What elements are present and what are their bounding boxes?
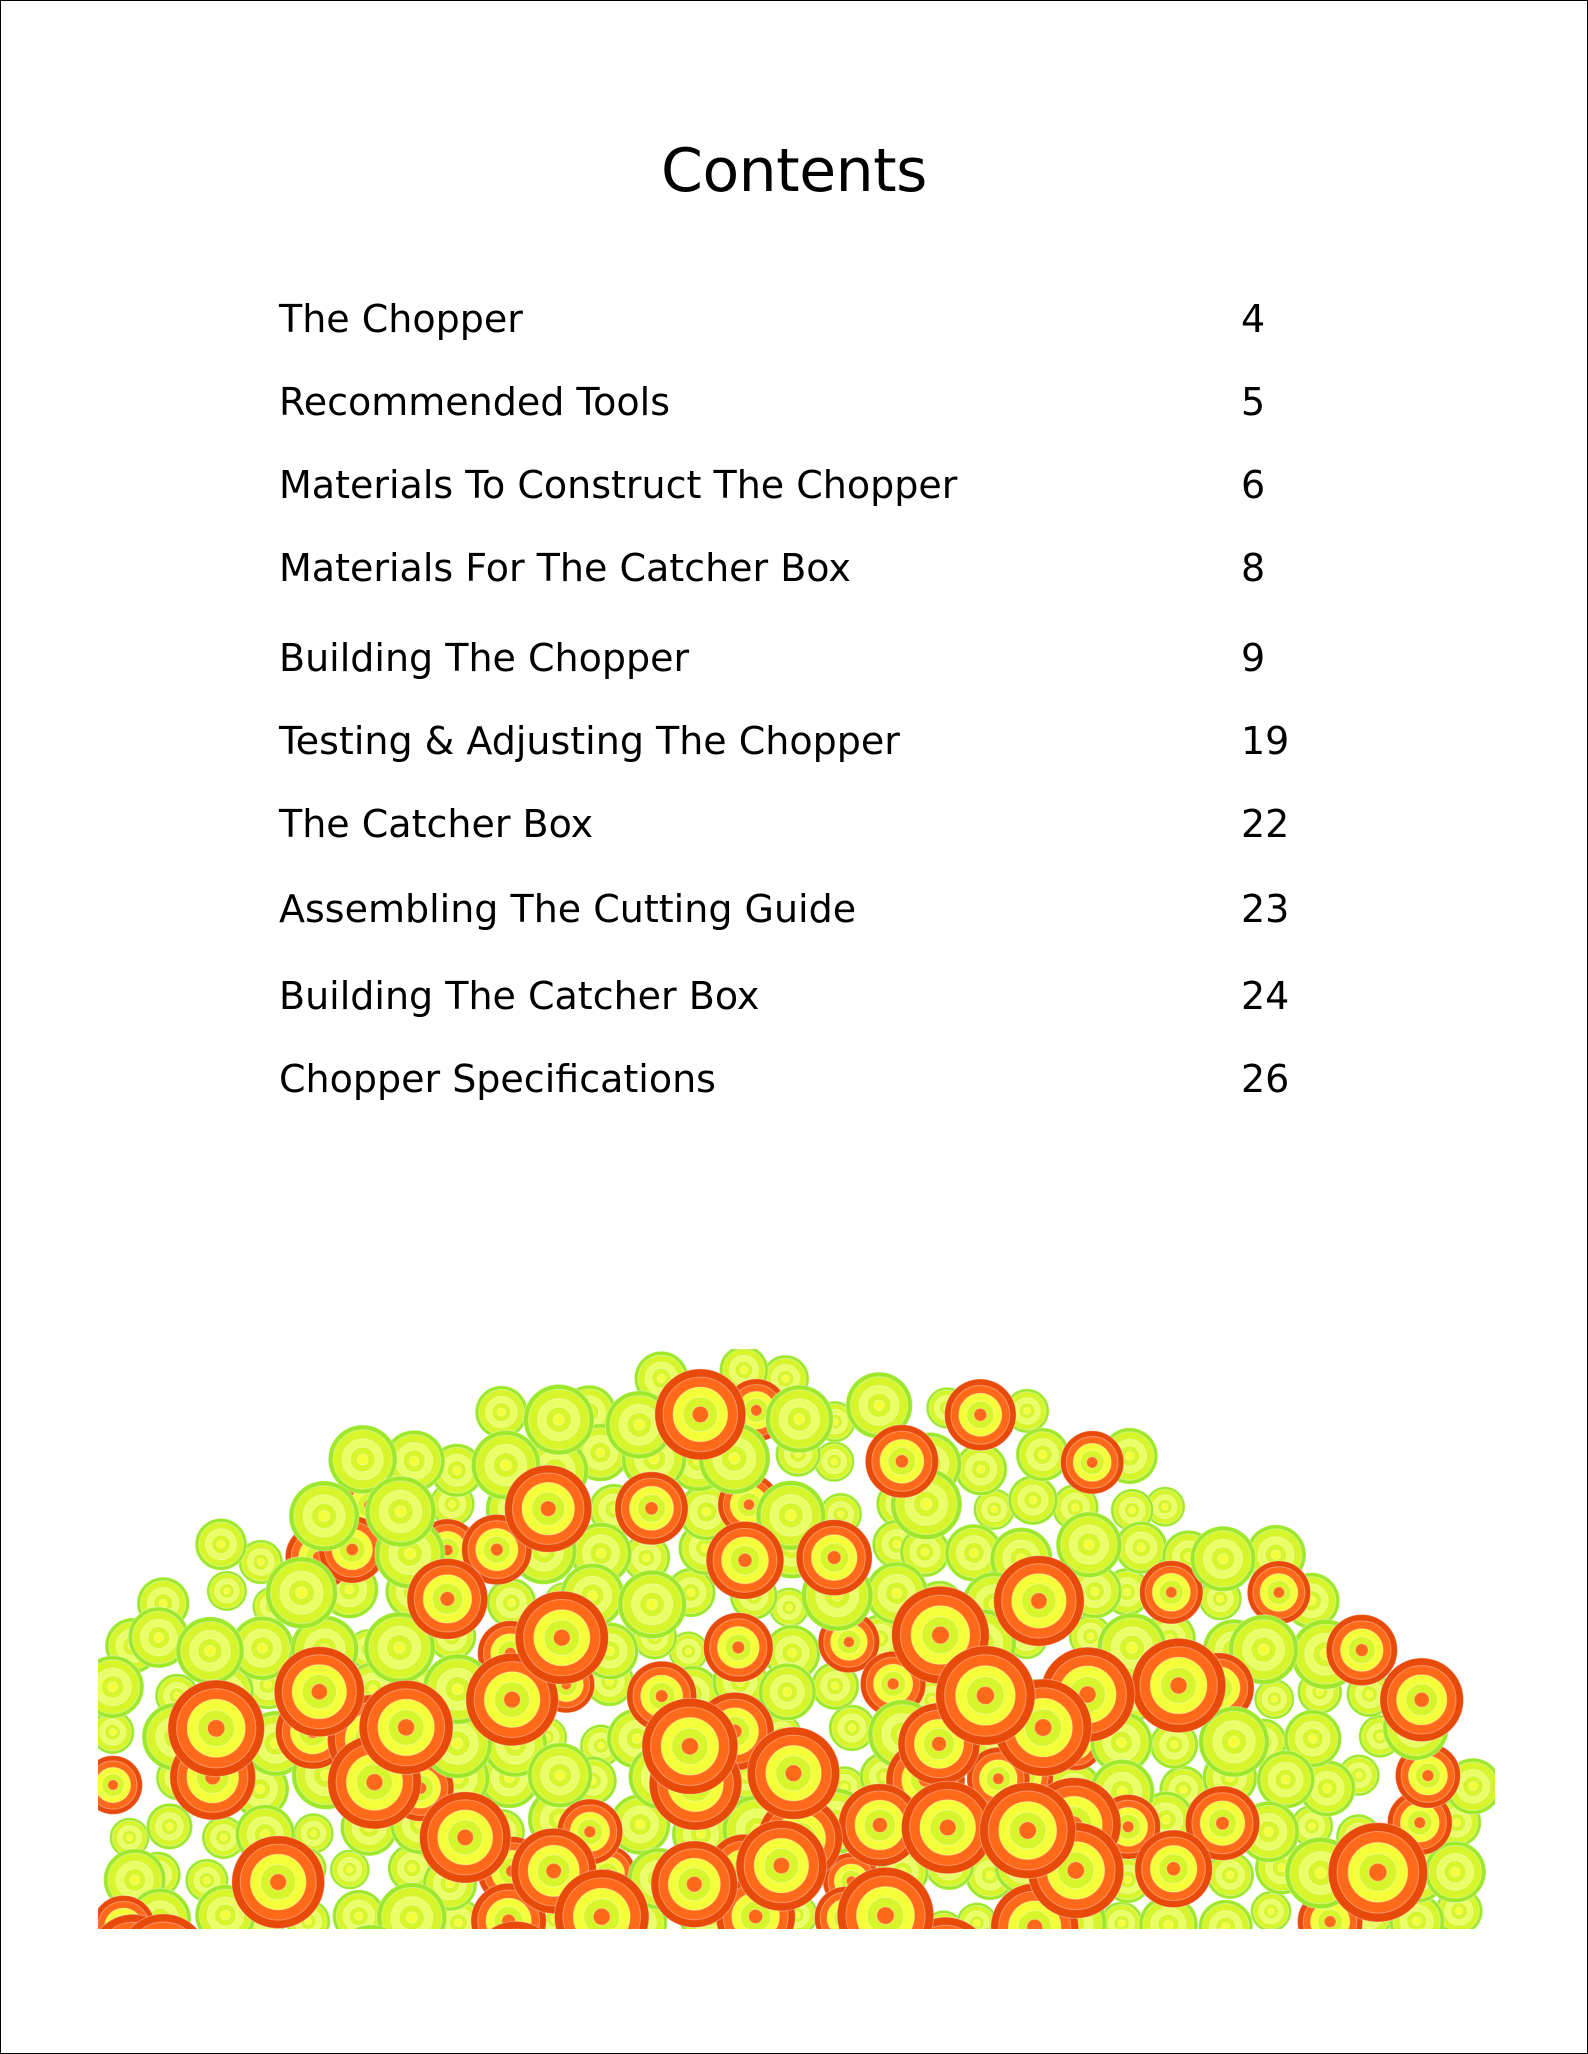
toc-entry-page: 8 xyxy=(1241,546,1266,590)
orange-ring xyxy=(1328,1823,1427,1922)
toc-entry-title: Chopper Specifications xyxy=(279,1057,716,1101)
toc-entry-page: 19 xyxy=(1241,719,1290,763)
toc-entry-page: 6 xyxy=(1241,463,1266,507)
toc-entry[interactable] xyxy=(279,291,1329,347)
orange-ring xyxy=(994,1556,1085,1647)
orange-ring xyxy=(865,1425,938,1498)
toc-entry-page: 24 xyxy=(1241,974,1290,1018)
toc-entry-page: 5 xyxy=(1241,380,1266,424)
toc-entry-page: 22 xyxy=(1241,802,1290,846)
lime-ring xyxy=(1008,1475,1058,1525)
toc-entry-title: Materials To Construct The Chopper xyxy=(279,463,958,507)
toc-entry-page: 9 xyxy=(1241,636,1266,680)
toc-entry-page: 23 xyxy=(1241,887,1290,931)
toc-entry[interactable] xyxy=(279,540,1329,596)
orange-ring xyxy=(1247,1561,1310,1624)
orange-ring xyxy=(945,1379,1017,1451)
lime-ring xyxy=(289,1481,359,1551)
cut-tubing-illustration xyxy=(98,1349,1495,1929)
lime-ring xyxy=(365,1476,436,1547)
orange-ring xyxy=(359,1680,453,1774)
toc-entry-page: 4 xyxy=(1241,297,1266,341)
toc-entry[interactable] xyxy=(279,630,1329,686)
lime-ring xyxy=(524,1384,595,1455)
orange-ring xyxy=(615,1472,688,1545)
toc-entry-title: Assembling The Cutting Guide xyxy=(279,887,857,931)
lime-ring xyxy=(1257,1751,1315,1809)
lime-ring xyxy=(766,1385,834,1453)
orange-ring xyxy=(704,1613,774,1683)
lime-ring xyxy=(528,1743,593,1808)
lime-ring xyxy=(618,1570,687,1639)
lime-ring xyxy=(207,1571,247,1611)
toc-entry[interactable] xyxy=(279,968,1329,1024)
orange-ring xyxy=(232,1836,325,1929)
toc-entry-title: Recommended Tools xyxy=(279,380,671,424)
toc-entry-title: The Chopper xyxy=(279,297,523,341)
lime-ring xyxy=(1251,1891,1292,1929)
lime-ring xyxy=(176,1617,244,1685)
orange-ring xyxy=(1131,1638,1225,1732)
orange-ring xyxy=(796,1520,872,1596)
orange-ring xyxy=(1061,1431,1124,1494)
orange-ring xyxy=(515,1591,608,1684)
orange-ring xyxy=(651,1841,738,1928)
toc-entry-title: The Catcher Box xyxy=(279,802,594,846)
lime-ring xyxy=(1254,1679,1294,1719)
orange-ring xyxy=(736,1820,827,1911)
orange-ring xyxy=(655,1369,746,1460)
toc-entry-title: Building The Catcher Box xyxy=(279,974,760,1018)
orange-ring xyxy=(642,1698,738,1794)
orange-ring xyxy=(420,1792,511,1883)
toc-entry[interactable] xyxy=(279,457,1329,513)
toc-entry-page: 26 xyxy=(1241,1057,1290,1101)
lime-ring xyxy=(266,1557,338,1629)
toc-entry-title: Materials For The Catcher Box xyxy=(279,546,851,590)
orange-ring xyxy=(1380,1658,1464,1742)
lime-ring xyxy=(195,1518,247,1570)
orange-ring xyxy=(505,1465,592,1552)
orange-ring xyxy=(1135,1830,1213,1908)
lime-ring xyxy=(1190,1526,1255,1591)
page-title: Contents xyxy=(661,136,927,206)
toc-entry-title: Building The Chopper xyxy=(279,636,690,680)
toc-entry[interactable] xyxy=(279,796,1329,852)
orange-ring xyxy=(407,1559,488,1640)
orange-ring xyxy=(706,1521,784,1599)
orange-ring xyxy=(168,1680,265,1777)
toc-entry[interactable] xyxy=(279,374,1329,430)
toc-entry[interactable] xyxy=(279,1051,1329,1107)
orange-ring xyxy=(980,1782,1076,1878)
orange-ring xyxy=(747,1727,839,1819)
toc-entry[interactable] xyxy=(279,881,1329,937)
toc-entry-title: Testing & Adjusting The Chopper xyxy=(279,719,900,763)
toc-entry[interactable] xyxy=(279,713,1329,769)
cut-tubing-photo xyxy=(98,1349,1495,1929)
orange-ring xyxy=(936,1646,1035,1745)
orange-ring xyxy=(274,1647,364,1737)
orange-ring xyxy=(1326,1615,1397,1686)
